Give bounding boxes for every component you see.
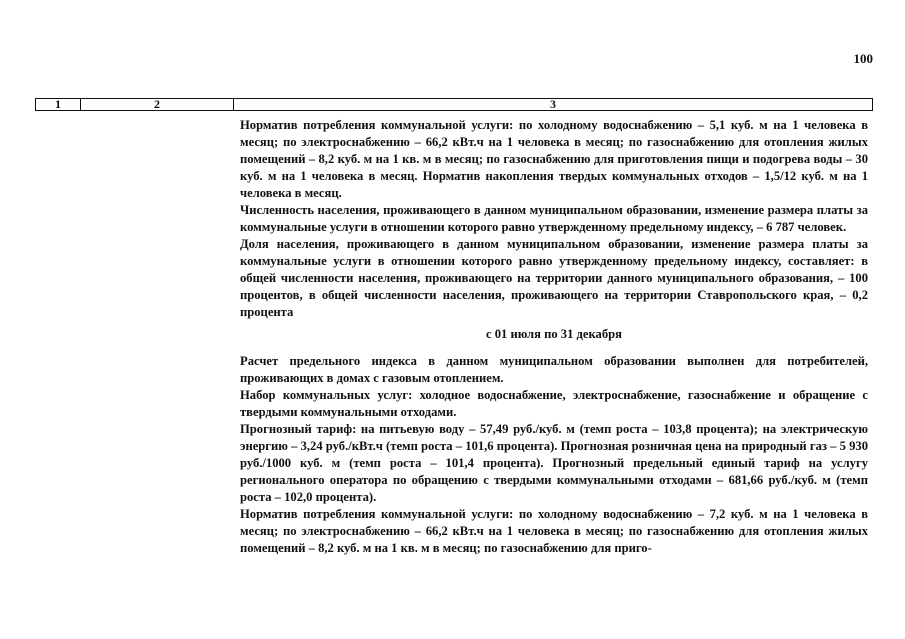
table-header-col-2: 2 — [81, 99, 234, 110]
table-header-row — [35, 98, 873, 111]
paragraph-population-share: Доля населения, проживающего в данном муниципальном образовании, изменение размера платы за коммунальные услуги в отношении которого равно утвержденному предельному индексу, составляет: в общей численности населения, проживающего на территории данного муниципального образования, – 100 процентов, в общей численности населения, проживающего на территории Ставропольского края, – 0,2 процента — [240, 237, 868, 319]
table-header-col-3: 3 — [550, 99, 556, 110]
paragraph-forecast-tariff: Прогнозный тариф: на питьевую воду – 57,49 руб./куб. м (темп роста – 103,8 процента); на электрическую энергию – 3,24 руб./кВт.ч (темп роста – 101,6 процента). Прогнозная розничная цена на природный газ – 5 930 руб./1000 куб. м (темп роста – 101,4 процента). Прогнозный предельный единый тариф на услугу регионального оператора по обращению с твердыми коммунальными отходами – 681,66 руб./куб. м (темп роста – 102,0 процента). — [240, 422, 868, 504]
paragraph-consumption-norm-1: Норматив потребления коммунальной услуги: по холодному водоснабжению – 5,1 куб. м на 1 человека в месяц; по электроснабжению – 66,2 кВт.ч на 1 человека в месяц; по газоснабжению для отопления жилых помещений – 8,2 куб. м на 1 кв. м в месяц; по газоснабжению для приготовления пищи и подогрева воды – 30 куб. м на 1 человека в месяц. Норматив накопления твердых коммунальных отходов – 1,5/12 куб. м на 1 человека в месяц. — [240, 118, 868, 200]
paragraph-consumption-norm-2: Норматив потребления коммунальной услуги: по холодному водоснабжению – 7,2 куб. м на 1 человека в месяц; по электроснабжению – 66,2 кВт.ч на 1 человека в месяц; по газоснабжению для отопления жилых помещений – 8,2 куб. м на 1 кв. м в месяц; по газоснабжению для приго- — [240, 507, 868, 555]
paragraph-population-count: Численность населения, проживающего в данном муниципальном образовании, изменение размера платы за коммунальные услуги в отношении которого равно утвержденному предельному индексу, – 6 787 человек. — [240, 203, 868, 234]
table-header-col-1: 1 — [36, 99, 81, 110]
paragraph-index-calculation: Расчет предельного индекса в данном муниципальном образовании выполнен для потребителей, проживающих в домах с газовым отоплением. — [240, 354, 868, 385]
page-number: 100 — [853, 51, 873, 66]
paragraph-services-set: Набор коммунальных услуг: холодное водоснабжение, электроснабжение, газоснабжение и обращение с твердыми коммунальными отходами. — [240, 388, 868, 419]
document-body — [240, 117, 868, 557]
section-heading: с 01 июля по 31 декабря — [486, 327, 622, 341]
